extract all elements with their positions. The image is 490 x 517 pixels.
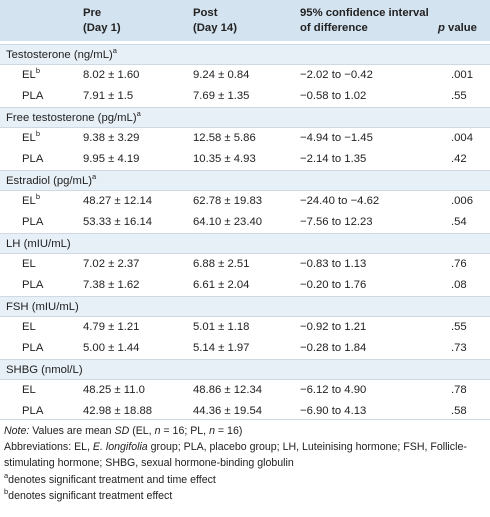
p-value: .001 [451, 69, 473, 81]
group-sup: b [35, 192, 40, 201]
section-title-text: LH (mIU/mL) [6, 238, 71, 250]
pre-value: 42.98 ± 18.88 [83, 405, 153, 417]
section-title-text: FSH (mIU/mL) [6, 301, 79, 313]
pre-value: 7.91 ± 1.5 [83, 90, 134, 102]
post-value: 62.78 ± 19.83 [193, 195, 263, 207]
group-cell [22, 279, 43, 291]
p-value: .004 [451, 132, 473, 144]
footnote-b-text: denotes significant treatment effect [8, 489, 173, 502]
table-header [0, 0, 490, 41]
group-label: EL [22, 69, 36, 81]
table-row [0, 338, 490, 359]
section-title [6, 238, 71, 250]
post-value: 6.61 ± 2.04 [193, 279, 250, 291]
abbr-text-1: Abbreviations: EL, [4, 441, 93, 454]
group-cell [22, 321, 36, 333]
group-cell [22, 153, 43, 165]
group-label: EL [22, 195, 36, 207]
table-bottom-rule [0, 419, 490, 420]
pre-value: 48.27 ± 12.14 [83, 195, 153, 207]
p-value: .006 [451, 195, 473, 207]
group-cell [22, 90, 43, 102]
header-pre-line1: Pre [83, 7, 102, 19]
group-cell [22, 258, 36, 270]
pre-value: 5.00 ± 1.44 [83, 342, 140, 354]
table-row [0, 275, 490, 296]
post-value: 5.01 ± 1.18 [193, 321, 250, 333]
post-value: 44.36 ± 19.54 [193, 405, 263, 417]
post-value: 48.86 ± 12.34 [193, 384, 263, 396]
ci-value: −2.02 to −0.42 [300, 69, 373, 81]
post-value: 7.69 ± 1.35 [193, 90, 250, 102]
group-label: PLA [22, 405, 44, 417]
pre-value: 53.33 ± 16.14 [83, 216, 153, 228]
p-value: .08 [451, 279, 467, 291]
section-header [0, 296, 490, 317]
footnote-b-mark: b [4, 486, 9, 496]
abbreviations [4, 439, 486, 471]
section-header [0, 233, 490, 254]
ci-value: −6.90 to 4.13 [300, 405, 367, 417]
post-value: 6.88 ± 2.51 [193, 258, 250, 270]
note-n2: n [209, 425, 215, 437]
group-label: PLA [22, 342, 44, 354]
p-value: .54 [451, 216, 467, 228]
ci-value: −0.20 to 1.76 [300, 279, 367, 291]
header-post-line1: Post [193, 7, 218, 19]
section-title-sup: a [112, 46, 117, 55]
ci-value: −7.56 to 12.23 [300, 216, 373, 228]
group-cell [22, 129, 40, 144]
table-row [0, 65, 490, 86]
note-text-3: = 16; PL, [160, 425, 210, 437]
group-cell [22, 192, 40, 207]
note-text-4: = 16) [214, 425, 243, 437]
group-label: PLA [22, 90, 44, 102]
pre-value: 9.95 ± 4.19 [83, 153, 140, 165]
ci-value: −4.94 to −1.45 [300, 132, 373, 144]
header-post [193, 6, 237, 36]
pre-value: 9.38 ± 3.29 [83, 132, 140, 144]
table-row [0, 380, 490, 401]
group-label: PLA [22, 216, 44, 228]
group-cell [22, 342, 43, 354]
p-value: .55 [451, 321, 467, 333]
table-row [0, 128, 490, 149]
ci-value: −0.58 to 1.02 [300, 90, 367, 102]
ci-value: −0.83 to 1.13 [300, 258, 367, 270]
post-value: 12.58 ± 5.86 [193, 132, 256, 144]
header-pre [83, 6, 121, 36]
header-post-line2: (Day 14) [193, 22, 237, 34]
ci-value: −2.14 to 1.35 [300, 153, 367, 165]
header-p-value [438, 21, 477, 36]
p-value: .73 [451, 342, 467, 354]
abbr-text-2: group; PLA, placebo group; LH, Luteinising hormone; FSH, Follicle-stimulating hormone; SHBG, sexual hormone-binding globulin [4, 441, 467, 470]
table-notes [4, 423, 486, 504]
post-value: 5.14 ± 1.97 [193, 342, 250, 354]
pre-value: 48.25 ± 11.0 [83, 384, 145, 396]
group-cell [22, 405, 43, 417]
section-title [6, 46, 117, 61]
group-label: PLA [22, 279, 44, 291]
header-ci [300, 6, 429, 36]
post-value: 64.10 ± 23.40 [193, 216, 263, 228]
group-label: PLA [22, 153, 44, 165]
section-title-text: Estradiol (pg/mL) [6, 175, 93, 187]
section-title-text: Free testosterone (pg/mL) [6, 112, 137, 124]
pre-value: 4.79 ± 1.21 [83, 321, 140, 333]
header-ci-line1: 95% confidence interval [300, 7, 429, 19]
ci-value: −0.92 to 1.21 [300, 321, 367, 333]
group-label: EL [22, 132, 36, 144]
note-text-2: (EL, [129, 425, 155, 437]
section-header [0, 170, 490, 191]
post-value: 10.35 ± 4.93 [193, 153, 256, 165]
section-header [0, 44, 490, 65]
section-header [0, 107, 490, 128]
section-title [6, 364, 83, 376]
p-value: .58 [451, 405, 467, 417]
group-sup: b [35, 66, 40, 75]
note-line [4, 423, 486, 439]
section-header [0, 359, 490, 380]
table-row [0, 86, 490, 107]
group-cell [22, 384, 36, 396]
abbr-species: E. longifolia [92, 441, 148, 454]
ci-value: −24.40 to −4.62 [300, 195, 380, 207]
group-cell [22, 66, 40, 81]
section-title [6, 301, 79, 313]
section-title [6, 172, 97, 187]
table-row [0, 191, 490, 212]
group-label: EL [22, 384, 36, 396]
section-title-sup: a [136, 109, 141, 118]
p-value: .76 [451, 258, 467, 270]
header-pre-line2: (Day 1) [83, 22, 121, 34]
ci-value: −0.28 to 1.84 [300, 342, 367, 354]
note-n1: n [154, 425, 161, 437]
note-text-1: Values are mean [29, 425, 115, 437]
post-value: 9.24 ± 0.84 [193, 69, 250, 81]
table-row [0, 212, 490, 233]
note-sd: SD [114, 425, 130, 437]
table-row [0, 149, 490, 170]
section-title [6, 109, 141, 124]
section-title-text: SHBG (nmol/L) [6, 364, 83, 376]
pre-value: 8.02 ± 1.60 [83, 69, 140, 81]
table-row [0, 317, 490, 338]
group-sup: b [35, 129, 40, 138]
header-ci-line2: of difference [300, 22, 368, 34]
footnote-a-text: denotes significant treatment and time effect [8, 473, 216, 486]
section-title-sup: a [92, 172, 97, 181]
group-cell [22, 216, 43, 228]
p-value: .42 [451, 153, 467, 165]
group-label: EL [22, 258, 36, 270]
footnote-a [4, 472, 486, 488]
pre-value: 7.38 ± 1.62 [83, 279, 140, 291]
pre-value: 7.02 ± 2.37 [83, 258, 140, 270]
note-label: Note: [4, 425, 30, 437]
header-p-rest: value [444, 22, 477, 34]
p-value: .55 [451, 90, 467, 102]
ci-value: −6.12 to 4.90 [300, 384, 367, 396]
section-title-text: Testosterone (ng/mL) [6, 49, 113, 61]
p-value: .78 [451, 384, 467, 396]
footnote-b [4, 488, 486, 504]
footnote-a-mark: a [4, 470, 9, 480]
header-p-italic: p [438, 22, 445, 34]
group-label: EL [22, 321, 36, 333]
table-row [0, 254, 490, 275]
